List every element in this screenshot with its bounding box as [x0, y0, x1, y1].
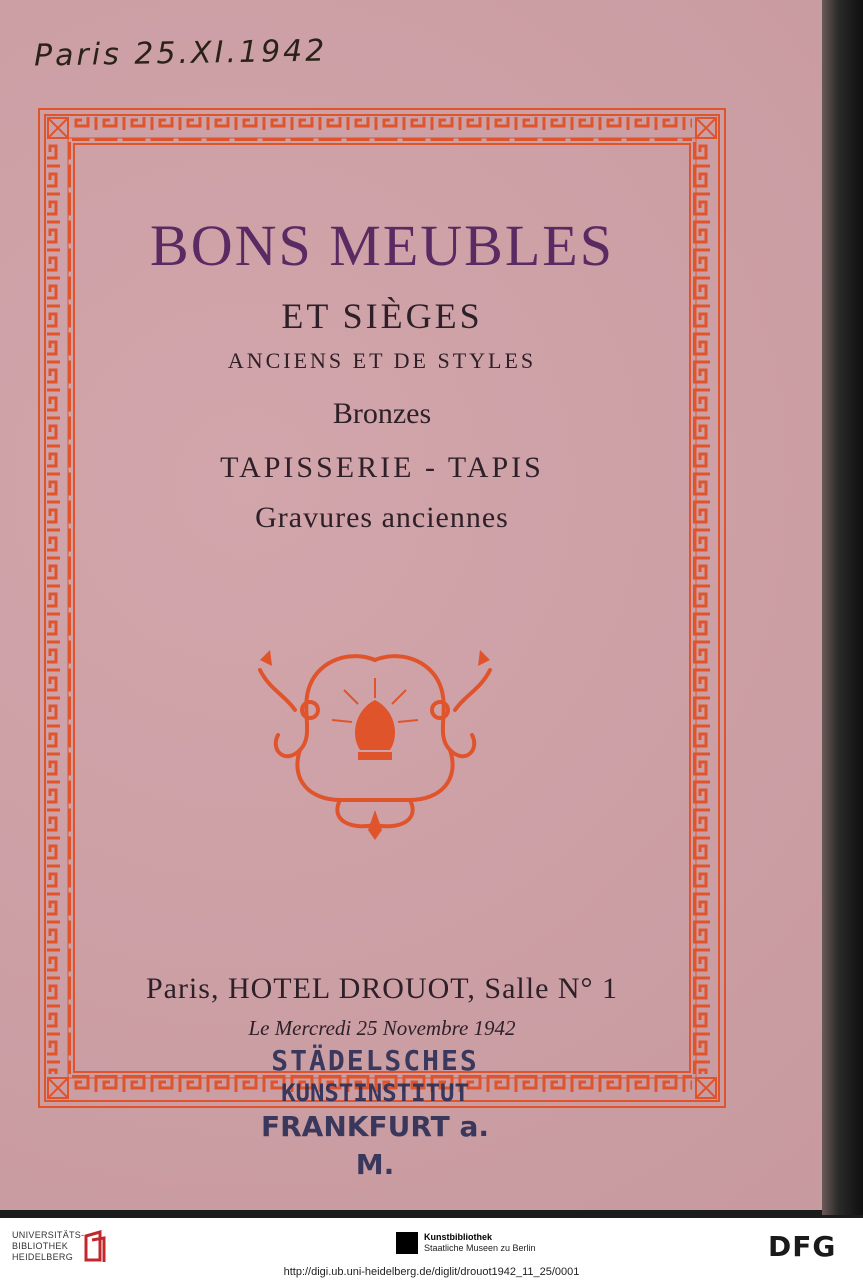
ub-heidelberg-logo[interactable] — [12, 1230, 84, 1263]
auction-venue: Paris, HOTEL DROUOT, Salle N° 1 — [145, 972, 619, 1005]
ub-mark-icon — [82, 1230, 108, 1264]
cover-subtitle-bronzes: Bronzes — [332, 397, 432, 430]
kb-square-icon — [396, 1232, 418, 1254]
cover-title-block — [38, 210, 726, 536]
kb-subtitle: Staatliche Museen zu Berlin — [424, 1243, 536, 1253]
dfg-logo[interactable]: DFG — [768, 1230, 837, 1263]
stamp-line-1: STÄDELSCHES — [271, 1044, 479, 1077]
cover-title: BONS MEUBLES — [150, 213, 614, 278]
ub-logo-line-1: UNIVERSITÄTS- — [12, 1230, 85, 1240]
permalink-url[interactable]: http://digi.ub.uni-heidelberg.de/diglit/drouot1942_11_25/0001 — [283, 1266, 580, 1278]
page-edge-shadow — [822, 0, 863, 1215]
auction-date: Le Mercredi 25 Novembre 1942 — [248, 1016, 516, 1040]
kb-name: Kunstbibliothek — [424, 1232, 492, 1242]
cover-subtitle-gravures: Gravures anciennes — [255, 501, 509, 534]
ub-logo-line-3: HEIDELBERG — [12, 1252, 74, 1262]
ornament-shell-icon — [240, 640, 510, 840]
library-stamp — [255, 1044, 495, 1184]
cover-subtitle-tapisserie: TAPISSERIE - TAPIS — [220, 451, 544, 484]
stamp-line-3: FRANKFURT a. M. — [260, 1110, 490, 1181]
cover-subtitle-anciens: ANCIENS ET DE STYLES — [227, 348, 537, 373]
cover-subtitle-sieges: ET SIÈGES — [281, 296, 483, 336]
ub-logo-line-2: BIBLIOTHEK — [12, 1241, 69, 1251]
handwritten-date-note: Paris 25.XI.1942 — [33, 33, 328, 74]
stamp-line-2: KUNSTINSTITUT — [281, 1079, 469, 1107]
